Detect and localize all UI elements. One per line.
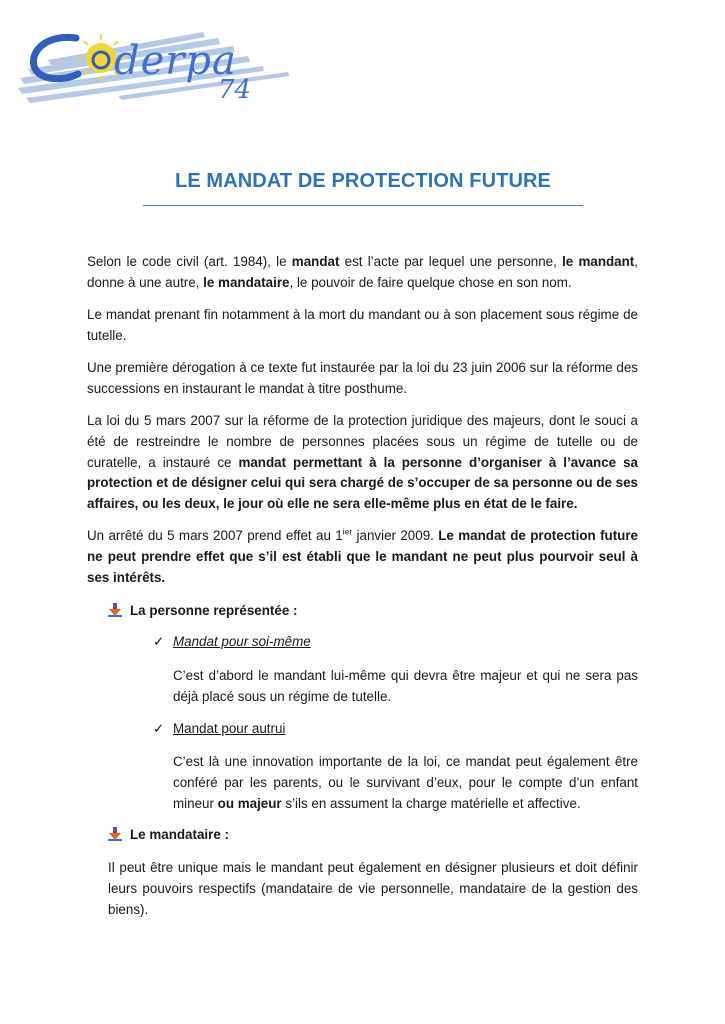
p1-text-2: est l’acte par lequel une personne, xyxy=(339,254,563,269)
svg-text:derpa: derpa xyxy=(114,38,237,84)
item2-bold-1: ou majeur xyxy=(217,795,282,811)
item1-paragraph xyxy=(173,666,638,708)
section-personne-representee xyxy=(108,601,297,621)
title-underline xyxy=(143,205,583,206)
p5-bold-1: Le mandat de protection future ne peut prendre effet que s’il est établi que le mandant ne peut plus pourvoir seul à ses intérêts. xyxy=(87,528,638,585)
item2-text-1: C’est là une innovation importante de la loi, ce mandat peut également être conféré par les parents, ou le survivant d’eux, pour le compte d’un enfant mineur xyxy=(173,754,638,811)
section2-paragraph xyxy=(108,858,638,920)
arrow-bullet-icon xyxy=(108,827,122,841)
p5-superscript: ier xyxy=(342,526,353,537)
p1-text-4: , le pouvoir de faire quelque chose en son nom. xyxy=(289,274,572,290)
item2-text-2: s’ils en assument la charge matérielle et affective. xyxy=(281,795,581,811)
p1-bold-mandataire: le mandataire xyxy=(203,274,290,290)
svg-text:74: 74 xyxy=(218,75,252,104)
paragraph-definition xyxy=(87,252,638,294)
coderpa-logo xyxy=(18,26,303,104)
checkmark-icon: ✓ xyxy=(153,635,165,650)
p1-text-1: Selon le code civil (art. 1984), le xyxy=(87,254,292,269)
check-item-autrui xyxy=(153,719,285,740)
p1-bold-mandant: le mandant xyxy=(562,254,635,269)
check-item-soi-meme xyxy=(153,632,311,653)
paragraph-arrete xyxy=(87,526,638,588)
p3-text: Une première dérogation à ce texte fut instaurée par la loi du 23 juin 2006 sur la réforme des successions en instaurant le mandat à titre posthume. xyxy=(87,360,638,396)
p2-text: Le mandat prenant fin notamment à la mort du mandant ou à son placement sous régime de tutelle. xyxy=(87,307,638,343)
item1-text: C’est d’abord le mandant lui-même qui devra être majeur et qui ne sera pas déjà placé sous un régime de tutelle. xyxy=(173,668,638,704)
p5-text-1: Un arrêté du 5 mars 2007 prend effet au 1 xyxy=(87,528,343,543)
item2-label: Mandat pour autrui xyxy=(173,721,286,736)
arrow-bullet-icon xyxy=(108,603,122,617)
p5-text-2: janvier 2009. xyxy=(352,528,439,543)
page-title: LE MANDAT DE PROTECTION FUTURE xyxy=(175,170,551,192)
p1-bold-mandat: mandat xyxy=(291,254,340,269)
p4-text-1: La loi du 5 mars 2007 sur la réforme de la protection juridique des majeurs, dont le souci a été de restreindre le nombre de personnes placées sous un régime de tutelle ou de curatelle, a instauré ce xyxy=(87,413,638,470)
paragraph-derogation xyxy=(87,358,638,400)
item2-paragraph xyxy=(173,752,638,814)
checkmark-icon: ✓ xyxy=(153,722,165,737)
p4-bold-1: mandat permettant à la personne d’organiser à l’avance sa protection et de désigner celui qui sera chargé de s’occuper de sa personne ou de ses affaires, ou les deux, le jour où elle ne sera elle-même plus en état de le faire. xyxy=(87,454,638,512)
paragraph-loi-2007 xyxy=(87,411,638,515)
section2-text: Il peut être unique mais le mandant peut également en désigner plusieurs et doit définir leurs pouvoirs respectifs (mandataire de vie personnelle, mandataire de la gestion des biens). xyxy=(108,860,638,917)
p1-text-3: , donne à une autre, xyxy=(87,254,639,290)
item1-label: Mandat pour soi-même xyxy=(173,634,311,649)
section-mandataire xyxy=(108,825,229,845)
section1-heading: La personne représentée : xyxy=(130,603,298,618)
section2-heading: Le mandataire : xyxy=(130,827,229,842)
paragraph-fin-mandat xyxy=(87,305,638,347)
